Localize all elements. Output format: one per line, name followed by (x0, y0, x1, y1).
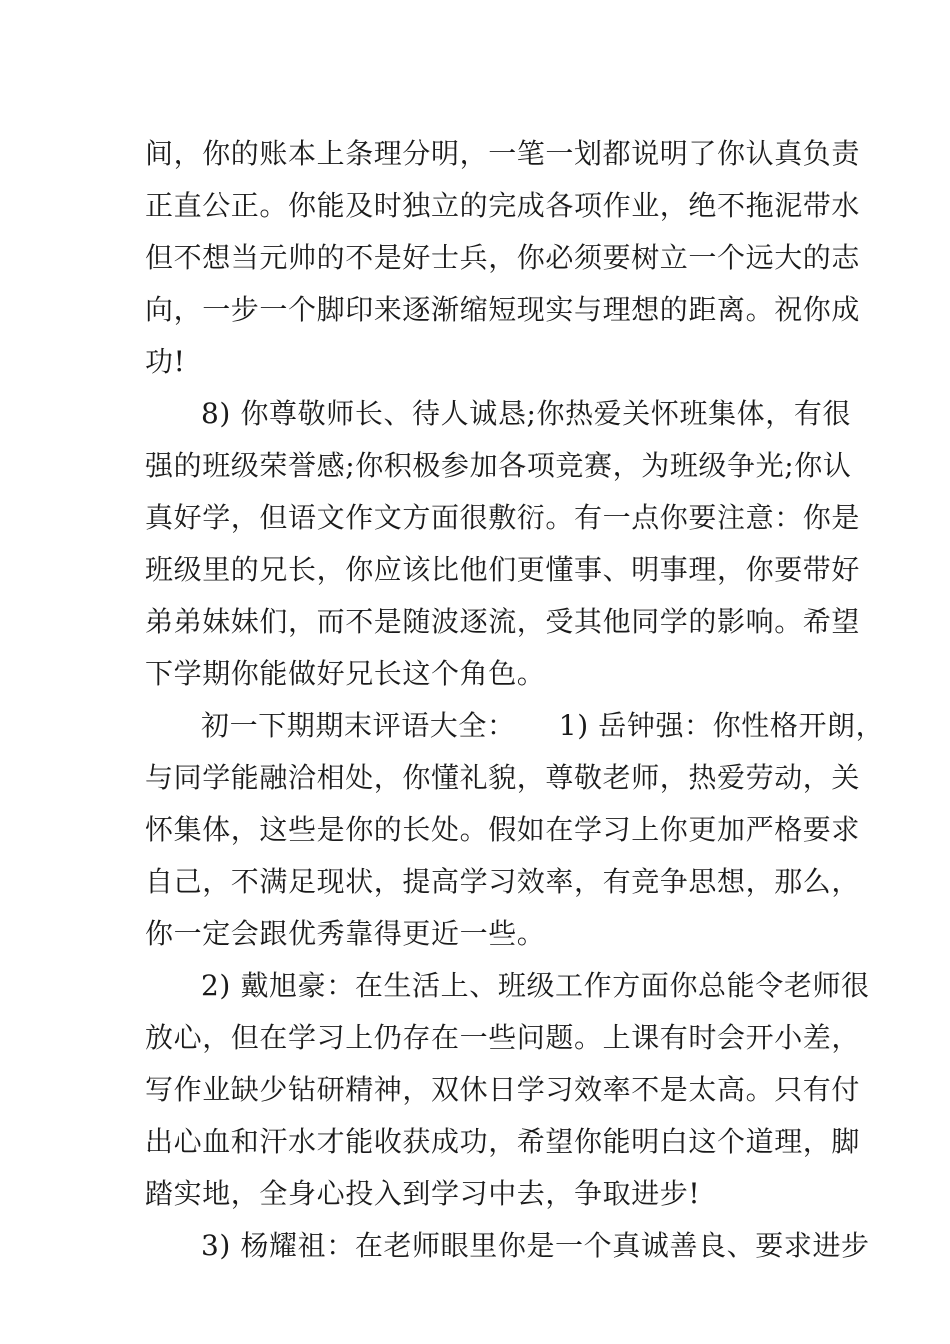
text-line: 弟弟妹妹们，而不是随波逐流，受其他同学的影响。希望 (145, 605, 861, 638)
text-line: 但不想当元帅的不是好士兵，你必须要树立一个远大的志 (145, 241, 861, 274)
text-line: 怀集体，这些是你的长处。假如在学习上你更加严格要求 (145, 813, 861, 846)
text-line: 强的班级荣誉感;你积极参加各项竞赛，为班级争光;你认 (145, 449, 852, 482)
text-line: 写作业缺少钻研精神，双休日学习效率不是太高。只有付 (145, 1073, 861, 1106)
text-line: 与同学能融洽相处，你懂礼貌，尊敬老师，热爱劳动，关 (145, 761, 861, 794)
text-line: 正直公正。你能及时独立的完成各项作业，绝不拖泥带水 (145, 189, 861, 222)
text-line: 间，你的账本上条理分明，一笔一划都说明了你认真负责 (145, 137, 861, 170)
text-line: 出心血和汗水才能收获成功，希望你能明白这个道理，脚 (145, 1125, 861, 1158)
text-line: 你一定会跟优秀靠得更近一些。 (145, 917, 546, 950)
text-line: 功! (145, 345, 186, 378)
text-line: 真好学，但语文作文方面很敷衍。有一点你要注意：你是 (145, 501, 861, 534)
text-line: 踏实地，全身心投入到学习中去，争取进步! (145, 1177, 701, 1210)
text-line: 放心，但在学习上仍存在一些问题。上课有时会开小差， (145, 1021, 861, 1054)
text-line: 初一下期期末评语大全： 1) 岳钟强：你性格开朗， (201, 709, 885, 742)
text-line: 下学期你能做好兄长这个角色。 (145, 657, 546, 690)
text-line: 3) 杨耀祖：在老师眼里你是一个真诚善良、要求进步 (201, 1229, 870, 1262)
text-line: 班级里的兄长，你应该比他们更懂事、明事理，你要带好 (145, 553, 861, 586)
text-line: 2) 戴旭豪：在生活上、班级工作方面你总能令老师很 (201, 969, 870, 1002)
text-line: 向，一步一个脚印来逐渐缩短现实与理想的距离。祝你成 (145, 293, 861, 326)
text-line: 自己，不满足现状，提高学习效率，有竞争思想，那么， (145, 865, 861, 898)
text-line: 8) 你尊敬师长、待人诚恳;你热爱关怀班集体，有很 (201, 397, 852, 430)
document-body (145, 128, 885, 1272)
